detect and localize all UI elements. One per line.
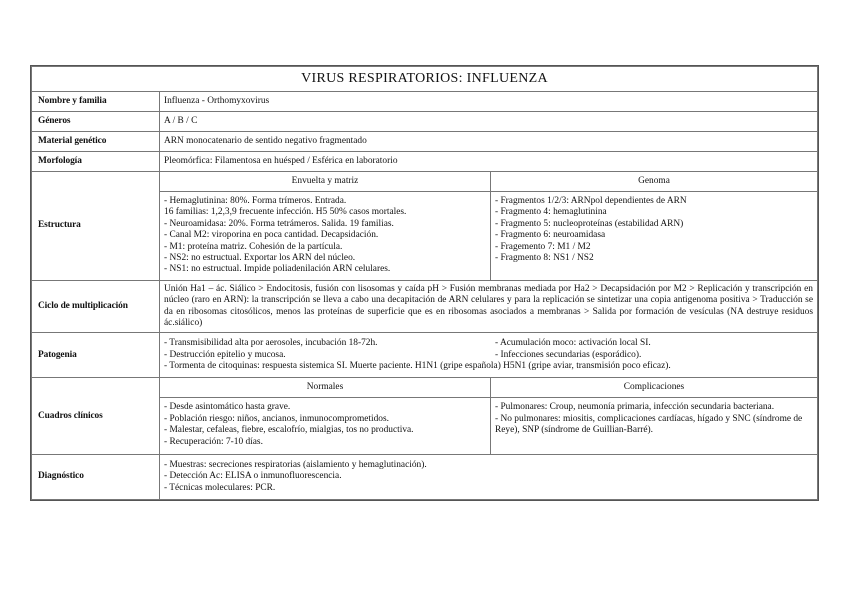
row-morfologia [32, 152, 818, 172]
patogenia-line-3: - Tormenta de citoquinas: respuesta sistemica SI. Muerte paciente. H1N1 (gripe española) H5N1 (gripe aviar, transmisión poco eficaz). [164, 361, 671, 372]
cuadros-head-left: Normales [160, 378, 491, 398]
list-item: - Neuroamidasa: 20%. Forma tetrámeros. Salida. 19 familias. [164, 218, 394, 229]
table-title: VIRUS RESPIRATORIOS: INFLUENZA [32, 67, 818, 92]
patogenia-line-2-right: - Infecciones secundarias (esporádico). [495, 349, 642, 360]
value-nombre: Influenza - Orthomyxovirus [160, 92, 818, 112]
list-item: - Fragmento 4: hemaglutinina [495, 207, 607, 218]
list-item: - Fragmento 5: nucleoproteínas (estabilidad ARN) [495, 218, 684, 229]
list-item: - Fragmento 6: neuroamidasa [495, 230, 606, 241]
list-item: - Fragmentos 1/2/3: ARNpol dependientes de ARN [495, 196, 687, 206]
estructura-right [491, 192, 818, 281]
cuadros-right [491, 398, 818, 455]
list-item: - NS1: no estructual. Impide poliadenilación ARN celulares. [164, 264, 391, 275]
row-material [32, 132, 818, 152]
list-item: - Muestras: secreciones respiratorias (aislamiento y hemaglutinación). [164, 459, 427, 470]
estructura-head-right: Genoma [491, 172, 818, 192]
estructura-left [160, 192, 491, 281]
label-morfologia: Morfología [32, 152, 160, 172]
patogenia-line-1-left: - Transmisibilidad alta por aerosoles, incubación 18-72h. [164, 338, 378, 349]
influenza-table [30, 65, 819, 501]
label-diagnostico: Diagnóstico [32, 455, 160, 500]
label-cuadros: Cuadros clínicos [32, 378, 160, 455]
list-item: - Población riesgo: niños, ancianos, inmunocomprometidos. [164, 413, 389, 424]
list-item: - Fragmento 8: NS1 / NS2 [495, 253, 594, 264]
label-estructura: Estructura [32, 172, 160, 281]
row-nombre [32, 92, 818, 112]
list-item: - Desde asintomático hasta grave. [164, 402, 291, 413]
row-ciclo [32, 280, 818, 333]
label-generos: Géneros [32, 112, 160, 132]
cuadros-left [160, 398, 491, 455]
value-ciclo: Unión Ha1 – ác. Siálico > Endocitosis, fusión con lisosomas y caída pH > Fusión membranas mediada por Ha2 > Decapsidación por M2 > Replicación y transcripción en núcleo (raro en ARN): la transcripción se lleva a cabo una decapitación de ARN celulares y para la replicación se sintetizar una copia antigenoma positiva > Traducción se da en ribosomas citosólicos, menos las proteínas de superficie que es en ribosomas asociados a membranas > Salida por formación de vesículas (NA destruye residuos ác.siálico) [160, 280, 818, 333]
list-item: - M1: proteína matriz. Cohesión de la partícula. [164, 241, 343, 252]
patogenia-line-1-right: - Acumulación moco: activación local SI. [495, 338, 651, 349]
list-item: - Técnicas moleculares: PCR. [164, 482, 276, 493]
list-item: - NS2: no estructual. Exportar los ARN del núcleo. [164, 253, 356, 264]
row-diagnostico [32, 455, 818, 500]
value-generos: A / B / C [160, 112, 818, 132]
list-item: - Hemaglutinina: 80%. Forma trímeros. Entrada. [164, 196, 347, 206]
row-generos [32, 112, 818, 132]
row-patogenia [32, 333, 818, 378]
list-item: - No pulmonares: miositis, complicaciones cardíacas, hígado y SNC (síndrome de Reye), SNP (síndrome de Guillian-Barré). [495, 413, 803, 436]
list-item: - Detección Ac: ELISA o inmunofluorescencia. [164, 471, 342, 482]
value-patogenia [160, 333, 818, 378]
label-ciclo: Ciclo de multiplicación [32, 280, 160, 333]
label-material: Material genético [32, 132, 160, 152]
label-nombre: Nombre y familia [32, 92, 160, 112]
list-item: - Pulmonares: Croup, neumonía primaria, infección secundaria bacteriana. [495, 402, 775, 413]
list-item: - Canal M2: viroporina en poca cantidad. Decapsidación. [164, 230, 379, 241]
value-morfologia: Pleomórfica: Filamentosa en huésped / Esférica en laboratorio [160, 152, 818, 172]
list-item: - Recuperación: 7-10 días. [164, 436, 263, 447]
row-cuadros-head [32, 378, 818, 398]
estructura-head-left: Envuelta y matriz [160, 172, 491, 192]
row-estructura-head [32, 172, 818, 192]
patogenia-line-2-left: - Destrucción epitelio y mucosa. [164, 349, 286, 360]
value-diagnostico [160, 455, 818, 500]
list-item: - Fragemento 7: M1 / M2 [495, 241, 591, 252]
list-item: 16 familias: 1,2,3,9 frecuente infección. H5 50% casos mortales. [164, 207, 407, 218]
value-material: ARN monocatenario de sentido negativo fragmentado [160, 132, 818, 152]
cuadros-head-right: Complicaciones [491, 378, 818, 398]
label-patogenia: Patogenia [32, 333, 160, 378]
list-item: - Malestar, cefaleas, fiebre, escalofrío, mialgias, tos no productiva. [164, 425, 414, 436]
